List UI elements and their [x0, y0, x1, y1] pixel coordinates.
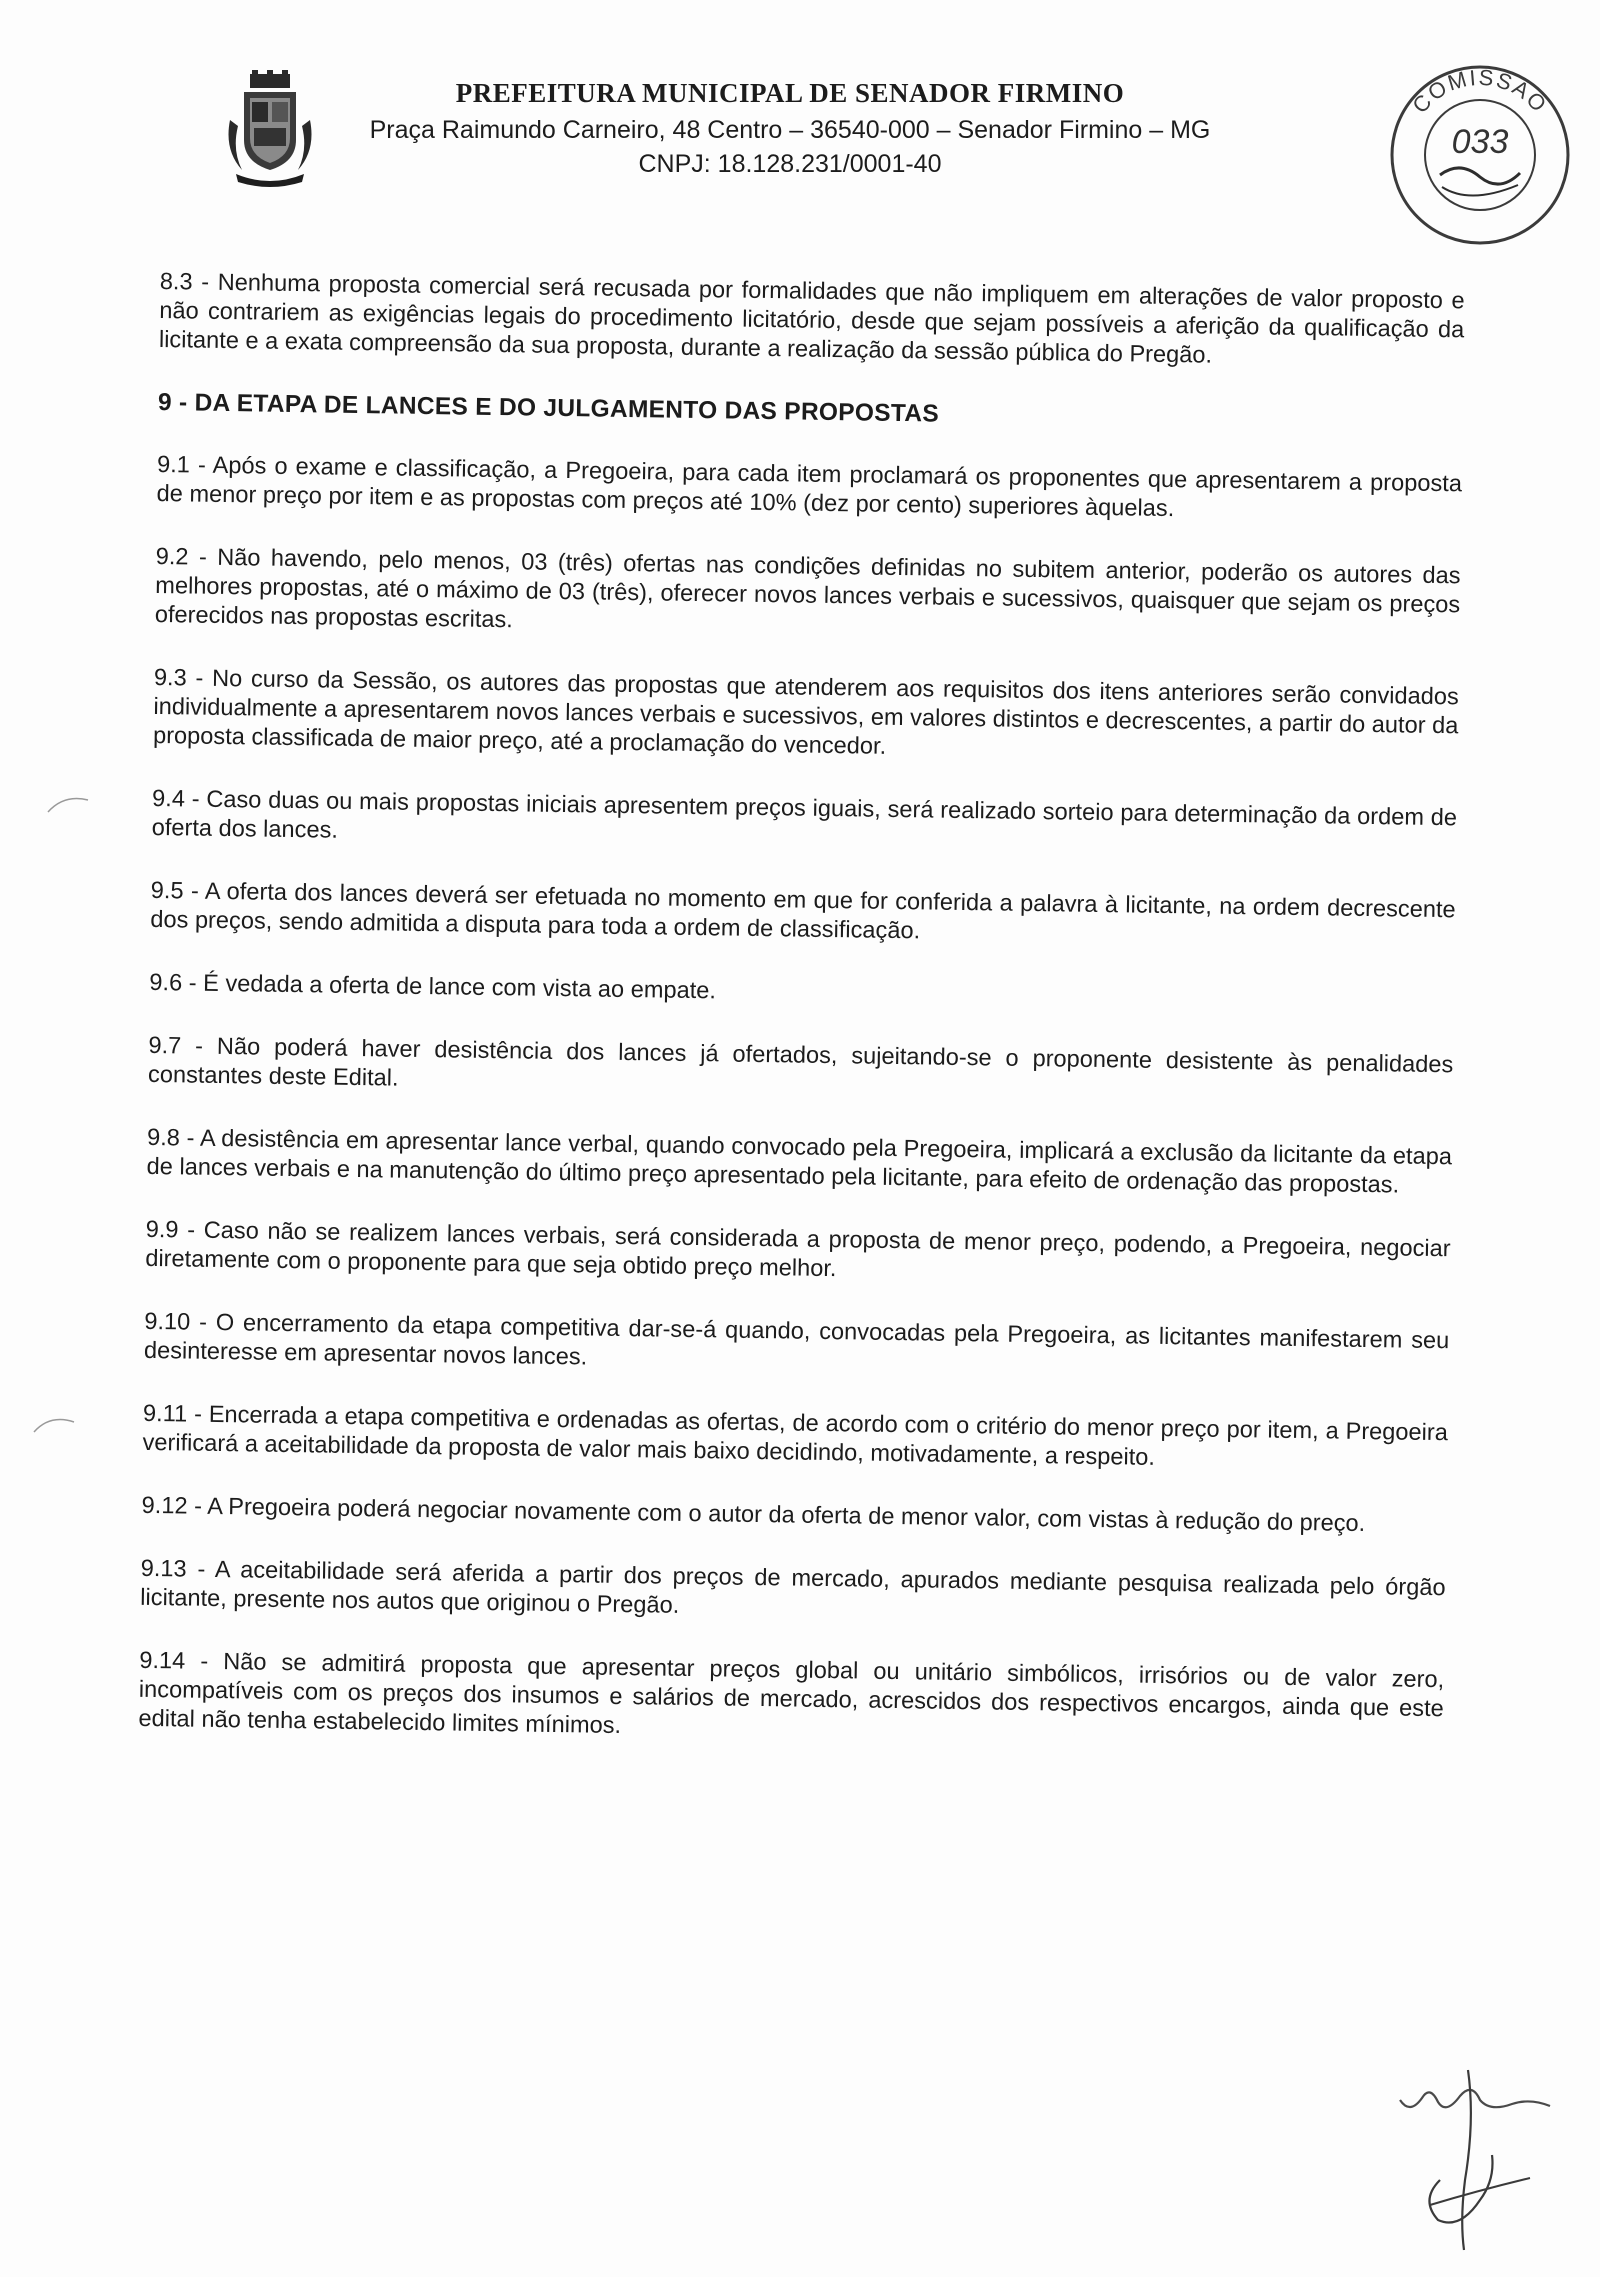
- document-body: [138, 268, 1465, 1787]
- paragraph-9-7: 9.7 - Não poderá haver desistência dos lances já ofertados, sujeitando-se o proponente desistente às penalidades constantes deste Edital.: [147, 1032, 1454, 1092]
- commission-stamp: [1380, 55, 1580, 255]
- paragraph-9-8: 9.8 - A desistência em apresentar lance verbal, quando convocado pela Pregoeira, implicará a exclusão da licitante da etapa de lances verbais e na manutenção do último preço apresentado pela licitante, para efeito de ordenação das propostas.: [146, 1124, 1453, 1199]
- stamp-number: 033: [1451, 123, 1509, 161]
- municipal-crest-icon: [222, 70, 318, 190]
- letterhead: [340, 78, 1240, 181]
- paragraph-9-11: 9.11 - Encerrada a etapa competitiva e ordenadas as ofertas, de acordo com o critério do menor preço por item, a Pregoeira verificará a aceitabilidade da proposta de valor mais baixo decidindo, motivadamente, a respeito.: [142, 1400, 1449, 1471]
- letterhead-cnpj: CNPJ: 18.128.231/0001-40: [638, 150, 942, 178]
- paragraph-9-14: 9.14 - Não se admitirá proposta que apresentar preços global ou unitário simbólicos, irrisórios ou de valor zero, incompatíveis com os preços dos insumos e salários de mercado, acrescidos dos respectivos encargos, ainda que este edital não tenha estabelecido limites mínimos.: [138, 1647, 1445, 1739]
- letterhead-org: PREFEITURA MUNICIPAL DE SENADOR FIRMINO: [455, 78, 1125, 108]
- paragraph-9-4: 9.4 - Caso duas ou mais propostas iniciais apresentem preços iguais, será realizado sorteio para determinação da ordem de oferta dos lances.: [151, 785, 1458, 844]
- paragraph-9-10: 9.10 - O encerramento da etapa competitiva dar-se-á quando, convocadas pela Pregoeira, as licitantes manifestarem seu desinteresse em apresentar novos lances.: [143, 1308, 1450, 1371]
- hole-punch-mark: [44, 790, 94, 816]
- paragraph-9-12: 9.12 - A Pregoeira poderá negociar novamente com o autor da oferta de menor valor, com vistas à redução do preço.: [141, 1492, 1366, 1538]
- svg-text:COMISSÃO: [1407, 65, 1552, 118]
- handwritten-signature: [1380, 2060, 1570, 2260]
- paragraph-9-1: 9.1 - Após o exame e classificação, a Pregoeira, para cada item proclamará os proponentes que apresentarem a proposta de menor preço por item e as propostas com preços até 10% (dez por cento) superiores àquelas.: [156, 451, 1463, 523]
- section-9-title: 9 - DA ETAPA DE LANCES E DO JULGAMENTO DAS PROPOSTAS: [157, 388, 940, 428]
- stamp-top-text: COMISSÃO: [1407, 64, 1553, 119]
- paragraph-9-13: 9.13 - A aceitabilidade será aferida a partir dos preços de mercado, apurados mediante pesquisa realizada pelo órgão licitante, presente nos autos que originou o Pregão.: [140, 1555, 1446, 1619]
- hole-punch-mark: [30, 1410, 80, 1436]
- paragraph-9-5: 9.5 - A oferta dos lances deverá ser efetuada no momento em que for conferida a palavra à licitante, na ordem decrescente dos preços, sendo admitida a disputa para toda a ordem de classificação.: [150, 877, 1456, 945]
- paragraph-9-3: 9.3 - No curso da Sessão, os autores das propostas que atenderem aos requisitos dos itens anteriores serão convidados individualmente a apresentarem novos lances verbais e sucessivos, em valores distintos e decrescentes, a partir do autor da proposta classificada de maior preço, até a proclamação do vencedor.: [152, 664, 1459, 760]
- paragraph-8-3: 8.3 - Nenhuma proposta comercial será recusada por formalidades que não impliquem em alterações de valor proposto e não contrariem as exigências legais do procedimento licitatório, desde que sejam possíveis a aferição da qualificação da licitante e a exata compreensão da sua proposta, durante a realização da sessão pública do Pregão.: [158, 268, 1465, 369]
- paragraph-9-2: 9.2 - Não havendo, pelo menos, 03 (três) ofertas nas condições definidas no subitem anterior, poderão os autores das melhores propostas, até o máximo de 03 (três), oferecer novos lances verbais e sucessivos, quaisquer que sejam os preços oferecidos nas propostas escritas.: [154, 543, 1461, 634]
- paragraph-9-9: 9.9 - Caso não se realizem lances verbais, será considerada a proposta de menor preço, podendo, a Pregoeira, negociar diretamente com o proponente para que seja obtido preço melhor.: [145, 1216, 1451, 1283]
- paragraph-9-6: 9.6 - É vedada a oferta de lance com vista ao empate.: [149, 969, 717, 1005]
- letterhead-address: Praça Raimundo Carneiro, 48 Centro – 36540-000 – Senador Firmino – MG: [369, 116, 1211, 144]
